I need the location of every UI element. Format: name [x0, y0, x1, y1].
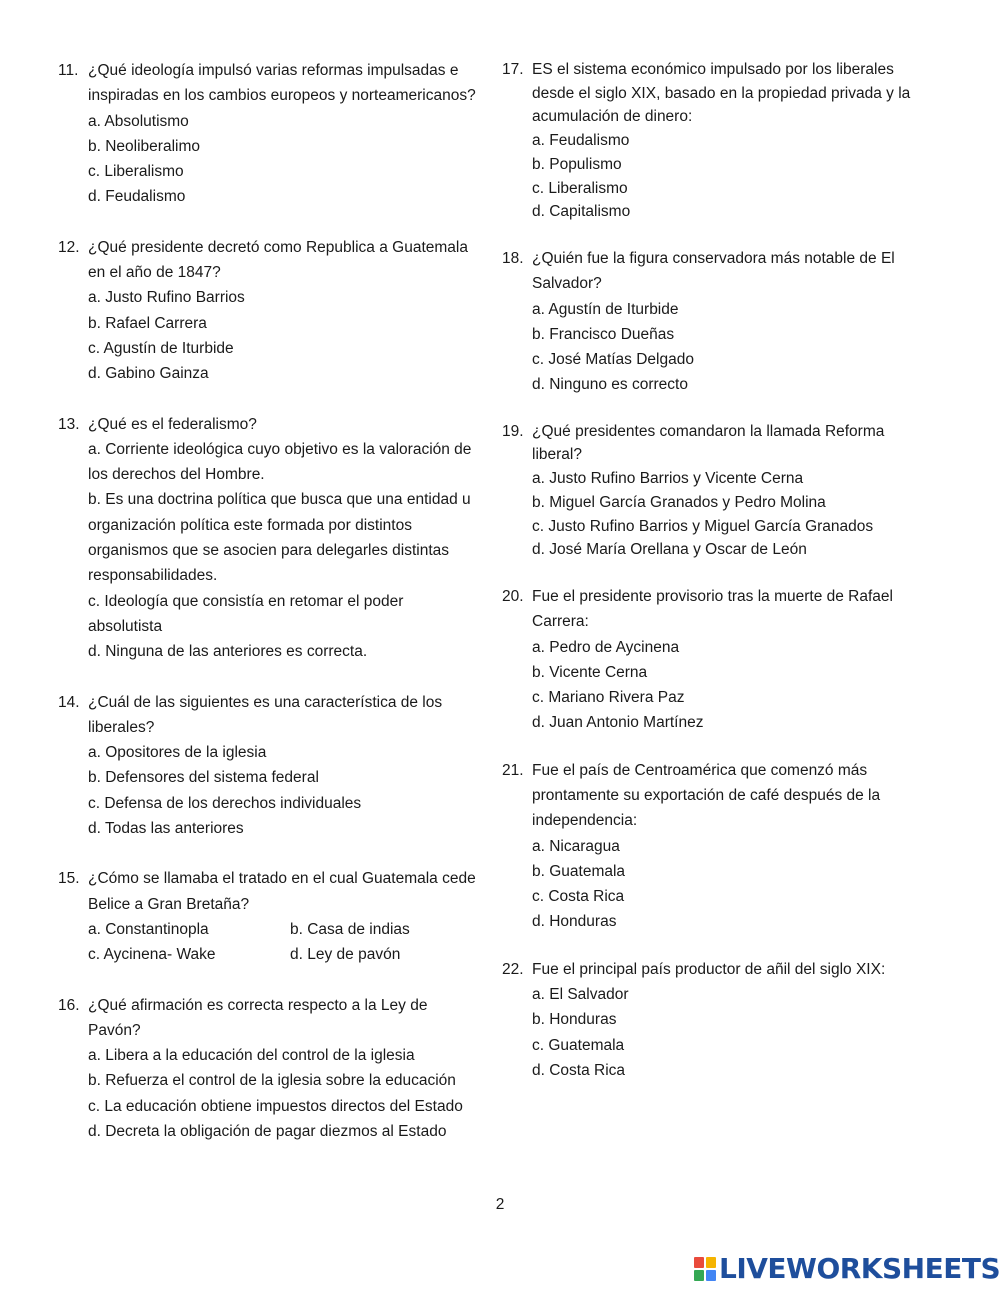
- answer-option[interactable]: b. Miguel García Granados y Pedro Molina: [532, 493, 826, 511]
- answer-option[interactable]: b. Casa de indias: [290, 920, 410, 938]
- question-stem: inspiradas en los cambios europeos y norteamericanos?: [88, 87, 476, 105]
- logo-square-icon: [706, 1270, 716, 1281]
- question-stem: ¿Qué ideología impulsó varias reformas impulsadas e: [88, 62, 459, 79]
- question-stem: prontamente su exportación de café después de la: [532, 787, 881, 804]
- answer-option[interactable]: d. Honduras: [532, 913, 617, 931]
- question-22: [502, 957, 932, 1083]
- answer-option[interactable]: c. Ideología que consistía en retomar el poder: [88, 592, 404, 610]
- question-number: 18.: [502, 249, 524, 267]
- question-stem: ¿Cómo se llamaba el tratado en el cual Guatemala cede: [88, 870, 476, 888]
- answer-option[interactable]: a. Constantinopla: [88, 920, 209, 938]
- question-13: [58, 412, 498, 665]
- answer-option[interactable]: d. Costa Rica: [532, 1061, 626, 1079]
- question-number: 12.: [58, 238, 80, 256]
- question-stem: ¿Quién fue la figura conservadora más notable de El: [532, 249, 895, 267]
- answer-option[interactable]: d. Ley de pavón: [290, 946, 401, 964]
- answer-option[interactable]: d. Ninguno es correcto: [532, 376, 688, 394]
- answer-option-cont[interactable]: responsabilidades.: [88, 567, 218, 585]
- answer-option-cont[interactable]: los derechos del Hombre.: [88, 466, 265, 484]
- answer-option[interactable]: b. Vicente Cerna: [532, 663, 648, 681]
- answer-option[interactable]: b. Neoliberalimo: [88, 137, 200, 155]
- answer-option[interactable]: a. Libera a la educación del control de la iglesia: [88, 1047, 415, 1065]
- question-number: 21.: [502, 761, 524, 779]
- question-stem: ¿Qué presidente decretó como Republica a Guatemala: [88, 238, 468, 256]
- question-11: [58, 58, 498, 210]
- answer-option-cont[interactable]: organización política este formada por distintos: [88, 516, 412, 534]
- question-number: 17.: [502, 61, 524, 78]
- answer-option[interactable]: c. Liberalismo: [532, 179, 628, 197]
- logo-square-icon: [694, 1257, 704, 1268]
- question-stem: acumulación de dinero:: [532, 108, 693, 126]
- answer-option[interactable]: b. Populismo: [532, 155, 622, 173]
- answer-option-cont[interactable]: absolutista: [88, 617, 163, 635]
- answer-option[interactable]: a. Nicaragua: [532, 837, 620, 855]
- answer-option[interactable]: a. Pedro de Aycinena: [532, 638, 680, 656]
- question-stem: en el año de 1847?: [88, 264, 221, 282]
- answer-option[interactable]: b. Honduras: [532, 1011, 617, 1029]
- answer-option[interactable]: b. Refuerza el control de la iglesia sobre la educación: [88, 1072, 456, 1090]
- question-stem: liberales?: [88, 718, 155, 736]
- question-stem: liberal?: [532, 446, 582, 464]
- question-12: [58, 235, 498, 387]
- brand-name: LIVEWORKSHEETS: [719, 1252, 1000, 1285]
- page-number: 2: [495, 1196, 505, 1213]
- answer-option[interactable]: c. José Matías Delgado: [532, 351, 694, 369]
- question-number: 22.: [502, 960, 524, 978]
- answer-option[interactable]: d. José María Orellana y Oscar de León: [532, 541, 807, 559]
- answer-option[interactable]: b. Rafael Carrera: [88, 314, 207, 332]
- question-20: [502, 584, 932, 736]
- answer-option[interactable]: a. Corriente ideológica cuyo objetivo es la valoración de: [88, 440, 472, 458]
- answer-option[interactable]: a. Justo Rufino Barrios y Vicente Cerna: [532, 470, 804, 488]
- answer-option[interactable]: d. Decreta la obligación de pagar diezmos al Estado: [88, 1122, 447, 1140]
- liveworksheets-icon: [694, 1257, 716, 1281]
- answer-option[interactable]: a. Justo Rufino Barrios: [88, 289, 245, 307]
- answer-option[interactable]: c. Aycinena- Wake: [88, 946, 216, 964]
- left-column: [58, 58, 498, 1169]
- answer-option[interactable]: d. Ninguna de las anteriores es correcta.: [88, 643, 368, 661]
- question-stem: Carrera:: [532, 613, 589, 631]
- answer-option[interactable]: d. Gabino Gainza: [88, 365, 209, 383]
- question-14: [58, 690, 498, 842]
- question-16: [58, 993, 498, 1145]
- question-stem: Fue el presidente provisorio tras la muerte de Rafael: [532, 587, 893, 605]
- question-number: 14.: [58, 693, 80, 711]
- answer-option[interactable]: d. Todas las anteriores: [88, 820, 244, 838]
- answer-option[interactable]: d. Juan Antonio Martínez: [532, 714, 704, 732]
- answer-grid: [88, 917, 498, 968]
- answer-option[interactable]: c. Justo Rufino Barrios y Miguel García Granados: [532, 517, 874, 535]
- answer-option[interactable]: c. Defensa de los derechos individuales: [88, 794, 362, 812]
- question-21: [502, 758, 932, 935]
- answer-option[interactable]: a. Absolutismo: [88, 112, 189, 130]
- logo-square-icon: [706, 1257, 716, 1268]
- answer-option[interactable]: c. Mariano Rivera Paz: [532, 689, 685, 707]
- question-number: 13.: [58, 415, 80, 433]
- question-stem: ¿Cuál de las siguientes es una característica de los: [88, 693, 443, 711]
- question-15: [58, 866, 498, 967]
- answer-option[interactable]: b. Francisco Dueñas: [532, 325, 675, 343]
- question-stem: ¿Qué presidentes comandaron la llamada Reforma: [532, 422, 885, 440]
- question-stem: Pavón?: [88, 1021, 141, 1039]
- question-17: [502, 58, 932, 224]
- answer-option[interactable]: c. Guatemala: [532, 1036, 625, 1054]
- question-19: [502, 420, 932, 562]
- question-stem: Belice a Gran Bretaña?: [88, 895, 250, 913]
- answer-option[interactable]: a. El Salvador: [532, 986, 629, 1004]
- answer-option[interactable]: b. Guatemala: [532, 862, 626, 880]
- question-18: [502, 246, 932, 398]
- answer-option[interactable]: a. Agustín de Iturbide: [532, 300, 679, 318]
- answer-option-cont[interactable]: organismos que se asocien para delegarles distintas: [88, 542, 450, 560]
- answer-option[interactable]: b. Defensores del sistema federal: [88, 769, 319, 787]
- question-stem: independencia:: [532, 812, 638, 830]
- question-number: 19.: [502, 422, 524, 440]
- answer-option[interactable]: d. Feudalismo: [88, 188, 186, 206]
- question-stem: Fue el país de Centroamérica que comenzó más: [532, 761, 868, 779]
- answer-option[interactable]: b. Es una doctrina política que busca que una entidad u: [88, 491, 471, 509]
- question-stem: Fue el principal país productor de añil del siglo XIX:: [532, 960, 886, 978]
- question-stem: ¿Qué afirmación es correcta respecto a la Ley de: [88, 996, 428, 1014]
- question-stem: ¿Qué es el federalismo?: [88, 415, 257, 433]
- question-stem: ES el sistema económico impulsado por los liberales: [532, 61, 894, 78]
- answer-option[interactable]: c. Liberalismo: [88, 163, 184, 181]
- liveworksheets-logo[interactable]: [694, 1254, 1000, 1284]
- answer-option[interactable]: c. La educación obtiene impuestos directos del Estado: [88, 1097, 463, 1115]
- question-stem: desde el siglo XIX, basado en la propiedad privada y la: [532, 84, 911, 102]
- logo-square-icon: [694, 1270, 704, 1281]
- question-number: 16.: [58, 996, 80, 1014]
- question-number: 20.: [502, 587, 524, 605]
- answer-option[interactable]: d. Capitalismo: [532, 203, 631, 221]
- answer-option[interactable]: a. Feudalismo: [532, 132, 630, 150]
- question-number: 15.: [58, 870, 80, 888]
- question-stem: Salvador?: [532, 275, 602, 293]
- question-number: 11.: [58, 62, 79, 79]
- answer-option[interactable]: c. Costa Rica: [532, 888, 625, 906]
- answer-option[interactable]: c. Agustín de Iturbide: [88, 339, 234, 357]
- right-column: [502, 58, 932, 1105]
- answer-option[interactable]: a. Opositores de la iglesia: [88, 744, 267, 762]
